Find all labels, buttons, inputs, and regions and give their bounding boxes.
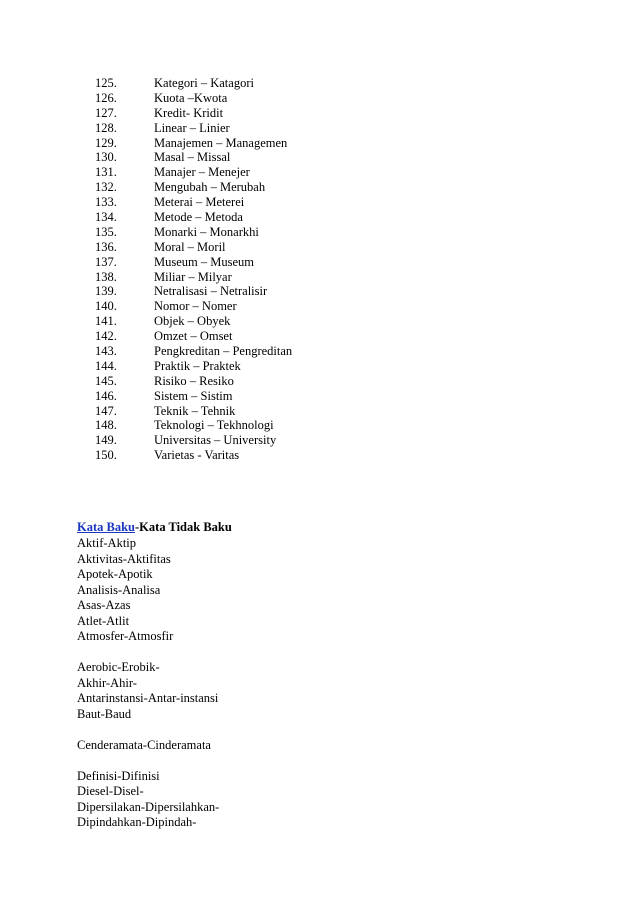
list-item: Aerobic-Erobik- [77,660,160,674]
word-pair: Praktik – Praktek [154,358,241,373]
list-item: Aktivitas-Aktifitas [77,551,171,566]
item-number: 147. [95,403,117,418]
word-pair: Museum – Museum [154,254,254,269]
word-pair: Varietas - Varitas [154,448,240,463]
list-item: Dipindahkan-Dipindah- [77,815,197,829]
list-item [95,180,395,195]
item-number: 139. [95,284,117,299]
word-pair: Manajer – Menejer [154,165,250,180]
item-number: 141. [95,314,117,329]
item-number: 128. [95,120,117,135]
list-item [95,359,395,374]
word-pair: Universitas – University [154,433,277,448]
list-item [95,255,395,270]
list-item [95,136,395,151]
word-pair: Masal – Missal [154,150,231,165]
item-number: 140. [95,299,117,314]
word-pair: Objek – Obyek [154,314,231,329]
list-item [95,91,395,106]
list-item [95,314,395,329]
numbered-word-list [95,76,395,463]
item-number: 135. [95,224,117,239]
word-pair: Kategori – Katagori [154,76,254,90]
list-item [95,165,395,180]
word-pair: Sistem – Sistim [154,388,233,403]
item-number: 127. [95,105,117,120]
item-number: 129. [95,135,117,150]
list-item [95,210,395,225]
list-item [95,76,395,91]
item-number: 146. [95,388,117,403]
list-item: Apotek-Apotik [77,567,153,581]
word-pair: Meterai – Meterei [154,195,245,210]
list-item: Asas-Azas [77,598,131,612]
word-pair: Manajemen – Managemen [154,135,288,150]
list-item [95,404,395,419]
word-pair: Moral – Moril [154,239,226,254]
item-number: 132. [95,180,117,195]
item-number: 150. [95,448,117,463]
list-item [95,418,395,433]
word-pair: Miliar – Milyar [154,269,232,284]
section-heading [77,519,577,536]
word-pair: Omzet – Omset [154,329,233,344]
item-number: 149. [95,433,117,448]
item-number: 133. [95,195,117,210]
word-pair: Monarki – Monarkhi [154,224,259,239]
word-pair: Nomor – Nomer [154,299,237,314]
list-item [95,374,395,389]
heading-rest: -Kata Tidak Baku [135,520,232,534]
item-number: 126. [95,90,117,105]
item-number: 138. [95,269,117,284]
list-item [95,270,395,285]
list-item [95,329,395,344]
word-pair: Metode – Metoda [154,210,243,225]
list-item [95,448,395,463]
item-number: 137. [95,254,117,269]
list-item [95,284,395,299]
item-number: 145. [95,373,117,388]
list-item: Atlet-Atlit [77,613,130,628]
item-number: 142. [95,329,117,344]
kata-baku-link[interactable]: Kata Baku [77,520,136,534]
item-number: 125. [95,76,117,90]
item-number: 131. [95,165,117,180]
word-pair: Kuota –Kwota [154,90,228,105]
spacer [77,645,577,661]
list-item: Dipersilakan-Dipersilahkan- [77,799,220,814]
item-number: 148. [95,418,117,433]
list-item [95,121,395,136]
list-item: Cenderamata-Cinderamata [77,737,211,752]
list-item: Definisi-Difinisi [77,768,160,783]
list-item [95,150,395,165]
word-pair: Netralisasi – Netralisir [154,284,268,299]
list-item [95,106,395,121]
word-pair: Teknik – Tehnik [154,403,236,418]
kata-baku-section [77,519,577,831]
list-item [95,389,395,404]
list-item [95,240,395,255]
list-item: Analisis-Analisa [77,582,161,597]
item-number: 143. [95,344,117,359]
list-item: Atmosfer-Atmosfir [77,629,174,643]
list-item: Diesel-Disel- [77,784,144,798]
list-item: Antarinstansi-Antar-instansi [77,691,219,705]
item-number: 136. [95,239,117,254]
list-item: Akhir-Ahir- [77,675,137,690]
word-pair: Risiko – Resiko [154,373,234,388]
item-number: 144. [95,358,117,373]
word-pair: Pengkreditan – Pengreditan [154,344,293,359]
list-item [95,433,395,448]
spacer [77,722,577,738]
list-item [95,344,395,359]
list-item [95,225,395,240]
item-number: 134. [95,210,117,225]
word-pair: Mengubah – Merubah [154,180,266,195]
list-item: Aktif-Aktip [77,536,137,550]
word-pair: Teknologi – Tekhnologi [154,418,274,433]
word-pair: Linear – Linier [154,120,230,135]
spacer [77,753,577,769]
word-pair: Kredit- Kridit [154,105,224,120]
list-item [95,299,395,314]
list-item: Baut-Baud [77,706,132,721]
list-item [95,195,395,210]
item-number: 130. [95,150,117,165]
